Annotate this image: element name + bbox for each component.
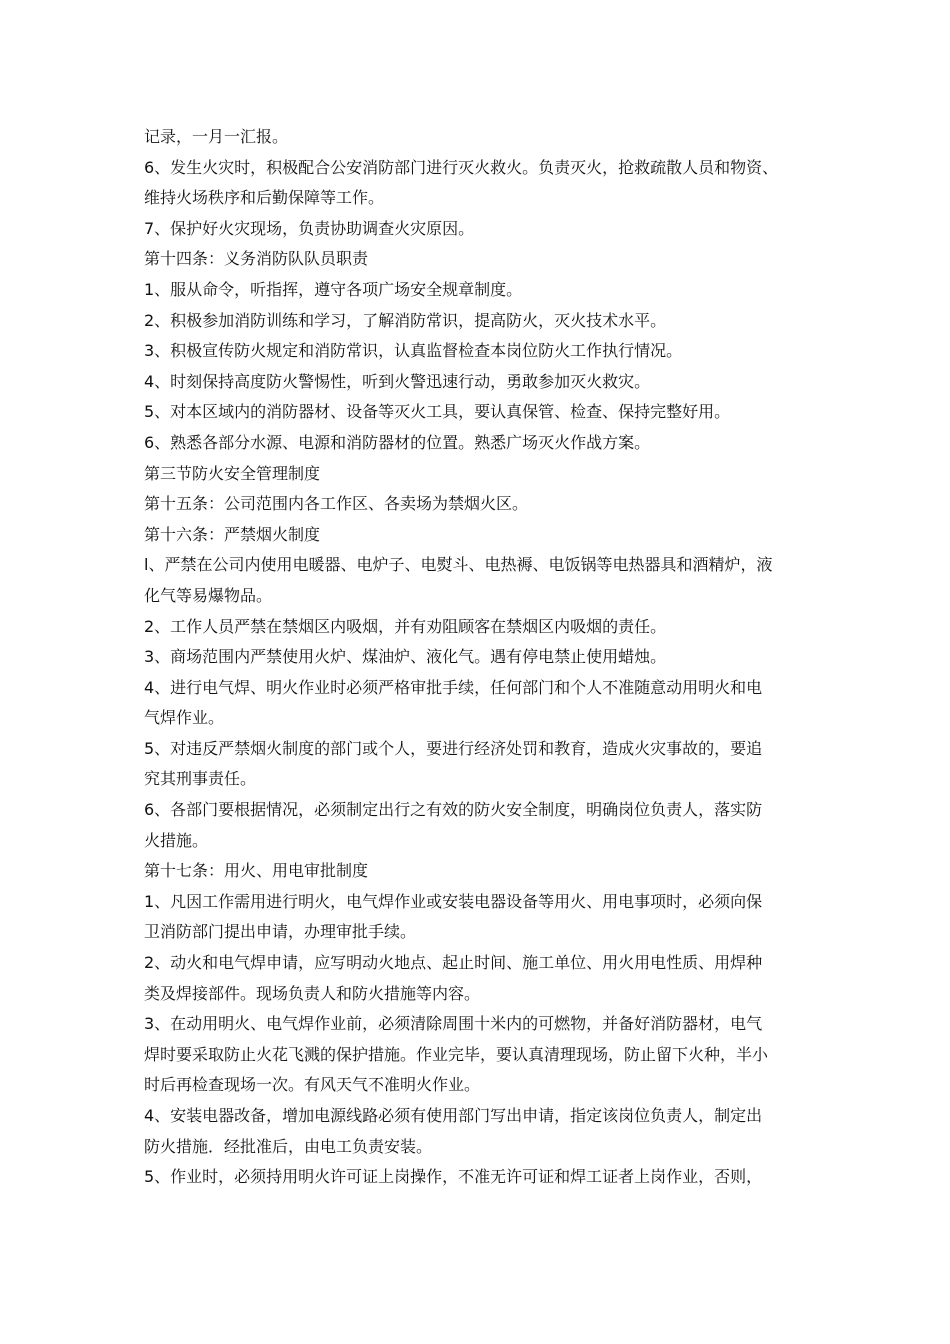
text-line: 5、作业时，必须持用明火许可证上岗操作，不准无许可证和焊工证者上岗作业，否则， <box>144 1167 763 1187</box>
text-line: 5、对违反严禁烟火制度的部门或个人，要进行经济处罚和教育，造成火灾事故的，要追 <box>144 738 763 758</box>
text-line: 4、进行电气焊、明火作业时必须严格审批手续，任何部门和个人不准随意动用明火和电 <box>144 677 763 697</box>
text-line: 4、安装电器改备，增加电源线路必须有使用部门写出申请，指定该岗位负责人，制定出 <box>144 1106 763 1125</box>
text-line: 2、工作人员严禁在禁烟区内吸烟，并有劝阻顾客在禁烟区内吸烟的责任。 <box>144 616 667 636</box>
text-line: 焊时要采取防止火花飞溅的保护措施。作业完毕，要认真清理现场，防止留下火种，半小 <box>144 1044 769 1064</box>
text-line: 4、时刻保持高度防火警惕性，听到火警迅速行动，勇敢参加灭火救灾。 <box>144 371 651 391</box>
text-line: 化气等易爆物品。 <box>144 585 273 605</box>
section-heading: 第十四条：义务消防队队员职责 <box>144 249 369 269</box>
section-heading: 第十五条：公司范围内各工作区、各卖场为禁烟火区。 <box>144 494 529 514</box>
text-line: 3、积极宣传防火规定和消防常识，认真监督检查本岗位防火工作执行情况。 <box>144 341 683 361</box>
text-line: 3、商场范围内严禁使用火炉、煤油炉、液化气。遇有停电禁止使用蜡烛。 <box>144 647 667 667</box>
section-heading: 第十七条：用火、用电审批制度 <box>144 861 369 881</box>
text-line: l、严禁在公司内使用电暖器、电炉子、电熨斗、电热褥、电饭锅等电热器具和酒精炉，液 <box>144 555 773 575</box>
text-line: 1、服从命令，听指挥，遵守各项广场安全规章制度。 <box>144 279 523 299</box>
text-line: 维持火场秩序和后勤保障等工作。 <box>144 188 385 208</box>
text-line: 记录，一月一汇报。 <box>144 127 289 146</box>
text-line: 7、保护好火灾现场，负责协助调查火灾原因。 <box>144 218 475 238</box>
section-heading: 第十六条：严禁烟火制度 <box>144 524 321 544</box>
text-line: 5、对本区域内的消防器材、设备等灭火工具，要认真保管、检查、保持完整好用。 <box>144 402 731 422</box>
text-line: 1、凡因工作需用进行明火，电气焊作业或安装电器设备等用火、用电事项时，必须向保 <box>144 891 763 911</box>
text-line: 6、熟悉各部分水源、电源和消防器材的位置。熟悉广场灭火作战方案。 <box>144 432 651 452</box>
text-line: 6、各部门要根据情况，必须制定出行之有效的防火安全制度，明确岗位负责人，落实防 <box>144 800 763 820</box>
text-line: 类及焊接部件。现场负责人和防火措施等内容。 <box>144 983 481 1003</box>
text-line: 2、动火和电气焊申请，应写明动火地点、起止时间、施工单位、用火用电性质、用焊种 <box>144 953 763 973</box>
text-line: 究其刑事责任。 <box>144 769 257 789</box>
document-body <box>144 122 814 1193</box>
section-heading: 第三节防火安全管理制度 <box>144 463 321 483</box>
text-line: 6、发生火灾时，积极配合公安消防部门进行灭火救火。负责灭火，抢救疏散人员和物资、 <box>144 157 779 177</box>
text-line: 气焊作业。 <box>144 708 225 728</box>
text-line: 2、积极参加消防训练和学习，了解消防常识，提高防火，灭火技术水平。 <box>144 310 667 330</box>
text-line: 3、在动用明火、电气焊作业前，必须清除周围十米内的可燃物，并备好消防器材，电气 <box>144 1014 763 1034</box>
text-line: 卫消防部门提出申请，办理审批手续。 <box>144 922 417 942</box>
text-line: 火措施。 <box>144 830 209 850</box>
text-line: 防火措施．经批准后，由电工负责安装。 <box>144 1136 433 1156</box>
text-line: 时后再检查现场一次。有风天气不准明火作业。 <box>144 1075 481 1095</box>
